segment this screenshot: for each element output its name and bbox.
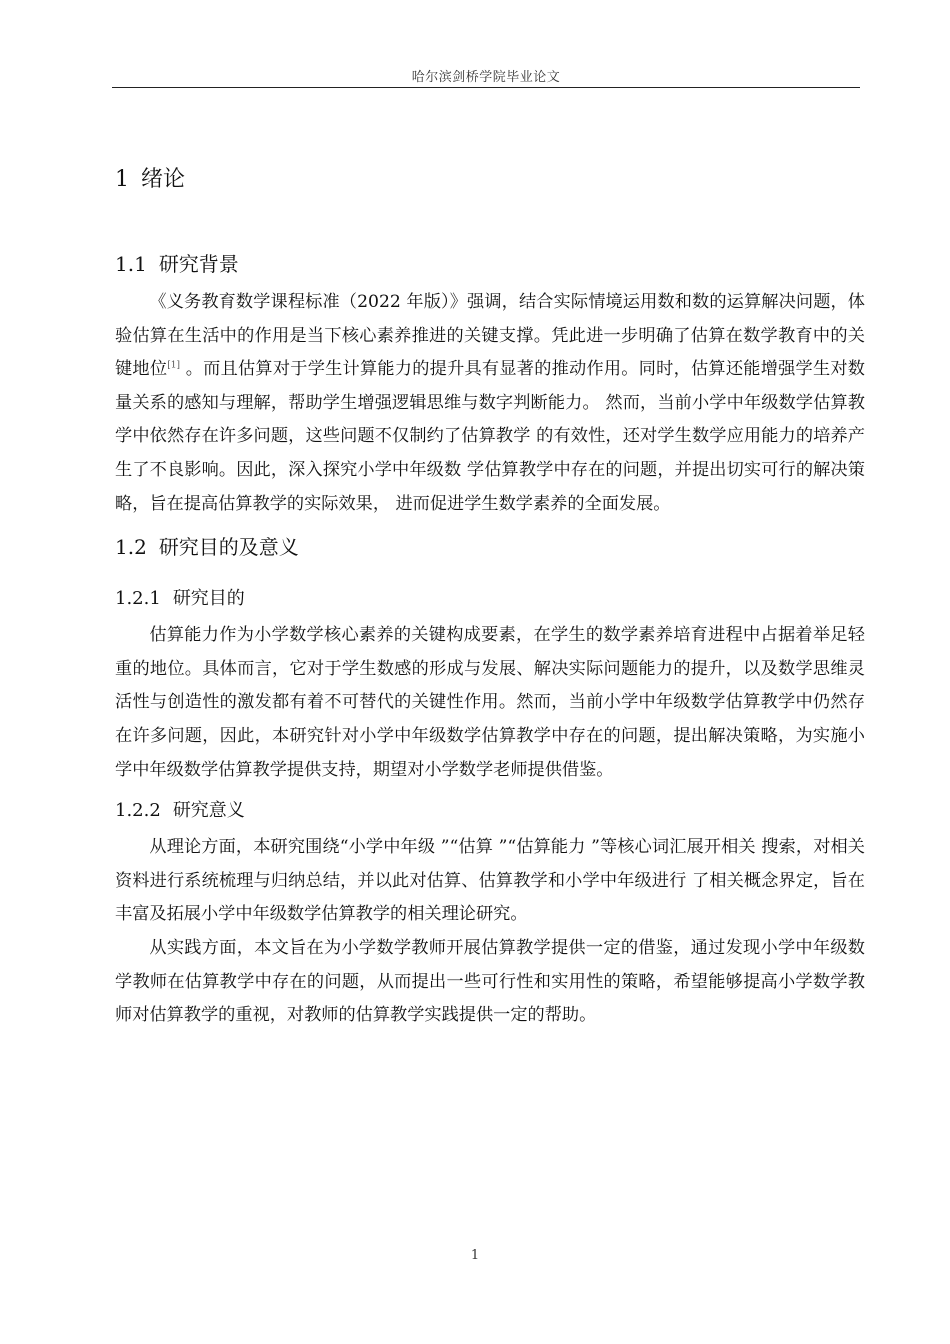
section-title: 研究背景 — [158, 252, 239, 276]
section-number: 1.2 — [115, 535, 147, 560]
subsection-title: 研究目的 — [172, 588, 245, 610]
subsection-heading-1-2-2 — [115, 791, 865, 831]
subsection-title: 研究意义 — [172, 800, 245, 822]
background-text-part-1: 《义务教育数学课程标准（2022 年版）》强调，结合实际情境运用数和数的运算解决问题，体验估算在生活中的作用是当下核心素养推进的关键支撑。凭此进一步明确了估算在数学教育中的关键地位 — [115, 292, 865, 380]
section-heading-1-2 — [115, 525, 865, 569]
section-heading-1-1 — [115, 242, 865, 286]
purpose-paragraph: 估算能力作为小学数学核心素养的关键构成要素，在学生的数学素养培育进程中占据着举足轻重的地位。具体而言，它对于学生数感的形成与发展、解决实际问题能力的提升，以及数学思维灵活性与创造性的激发都有着不可替代的关键性作用。然而，当前小学中年级数学估算教学中仍然存在许多问题，因此，本研究针对小学中年级数学估算教学中存在的问题，提出解决策略，为实施小学中年级数学估算教学提供支持，期望对小学数学老师提供借鉴。 — [115, 625, 865, 780]
chapter-title: 绪论 — [141, 167, 186, 192]
citation-marker: [1] — [167, 360, 181, 371]
subsection-number: 1.2.1 — [115, 588, 161, 610]
page-number: 1 — [470, 1248, 480, 1263]
background-paragraph — [115, 286, 865, 521]
running-header: 哈尔滨剑桥学院毕业论文 — [411, 70, 561, 85]
background-text-part-2: 。而且估算对于学生计算能力的提升具有显著的推动作用。同时，估算还能增强学生对数量关系的感知与理解，帮助学生增强逻辑思维与数字判断能力。 然而，当前小学中年级数学估算教学中依然存在许多问题，这些问题不仅制约了估算教学 的有效性，还对学生数学应用能力的培养产生了不良影响。因此，深入探究小学中年级数 学估算教学中存在的问题，并提出切实可行的解决策略，旨在提高估算教学的实际效果， 进而促进学生数学素养的全面发展。 — [115, 359, 865, 514]
subsection-heading-1-2-1 — [115, 579, 865, 619]
significance-theory-paragraph: 从理论方面，本研究围绕“小学中年级 ”“估算 ”“估算能力 ”等核心词汇展开相关 搜索，对相关资料进行系统梳理与归纳总结，并以此对估算、估算教学和小学中年级进行 了相关概念界定，旨在丰富及拓展小学中年级数学估算教学的相关理论研究。 — [115, 837, 865, 925]
header-rule — [112, 87, 860, 88]
section-number: 1.1 — [115, 252, 147, 276]
page-body — [115, 150, 865, 1033]
significance-practice-paragraph: 从实践方面，本文旨在为小学数学教师开展估算教学提供一定的借鉴，通过发现小学中年级数学教师在估算教学中存在的问题，从而提出一些可行性和实用性的策略，希望能够提高小学数学教师对估算教学的重视，对教师的估算教学实践提供一定的帮助。 — [115, 937, 865, 1026]
section-title: 研究目的及意义 — [158, 535, 299, 560]
chapter-number: 1 — [115, 167, 129, 192]
chapter-heading — [115, 150, 865, 210]
subsection-number: 1.2.2 — [115, 800, 161, 822]
